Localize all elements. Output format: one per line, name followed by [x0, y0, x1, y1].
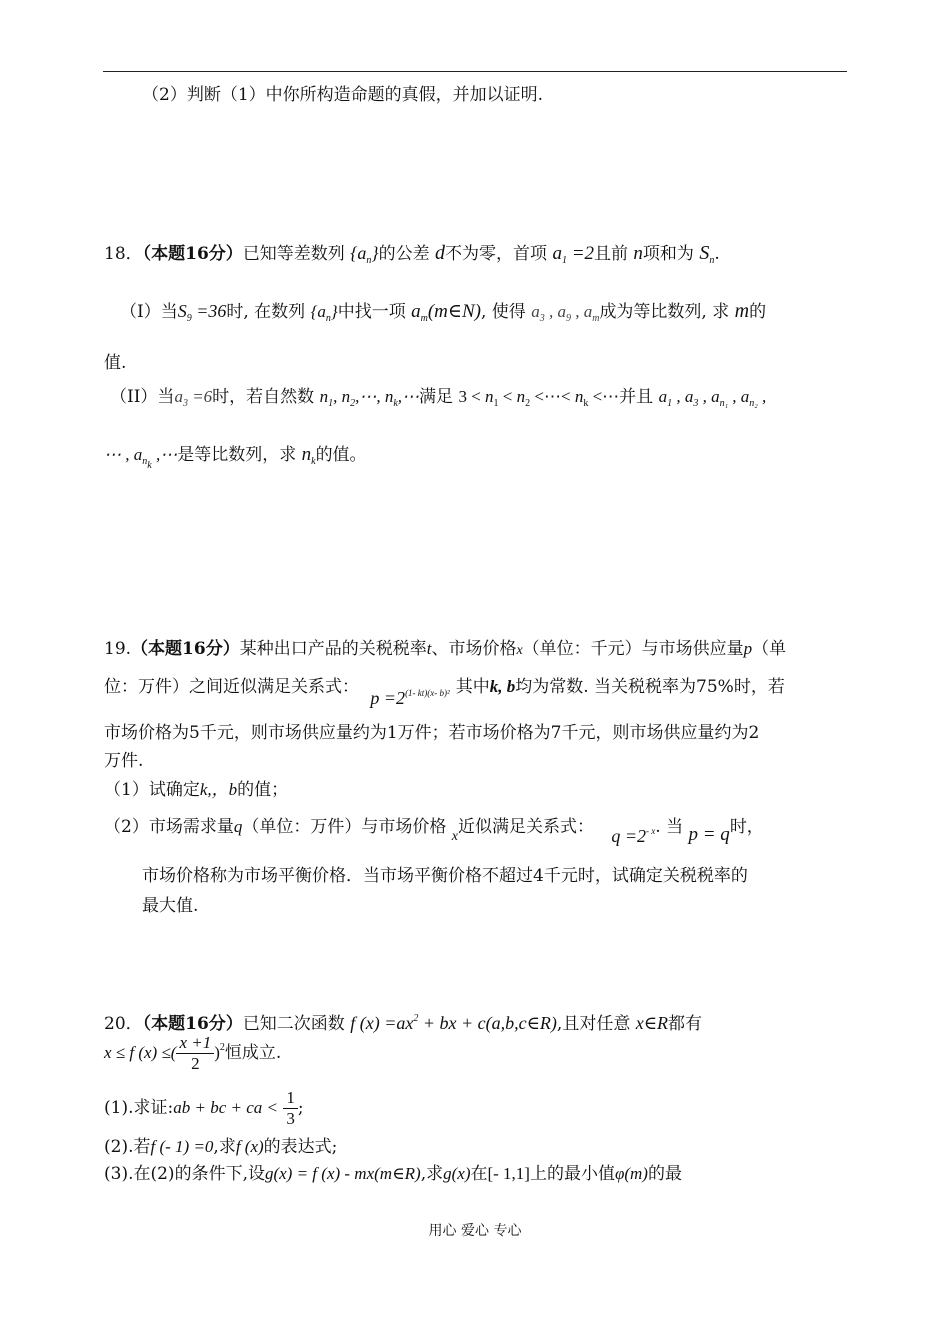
q18-part-i-cont: 值.: [104, 353, 127, 373]
header-rule: [103, 71, 847, 72]
fraction: $\frac{1}{3}$: [283, 1088, 298, 1129]
q20-part2: (2).若f (- 1) =0,求f (x)的表达式;: [104, 1137, 338, 1157]
q18-stem: 18．（本题16分）已知等差数列 $\{a_n\}$的公差 d不为零，首项 $a_1 =2$且前 n项和为 $S_n$.: [104, 242, 720, 266]
q20-line2: x ≤ f (x) ≤( $\frac{x +1}{2}$ )$^2$恒成立.: [104, 1033, 282, 1073]
q17-part2: （2）判断（1）中你所构造命题的真假，并加以证明.: [142, 85, 544, 105]
q18-part-i: （I）当$S_9 =36$时, 在数列 $\{a_n\}$中找一项 $a_m(m\in N)$, 使得 $a_3$ , $a_9$ , $a_m$成为等比数列, 求 m的: [120, 300, 767, 324]
q20-line1: 20．（本题16分）已知二次函数 f $(x) =ax^2$ + bx + c(a,b,c∈R),且对任意 x∈R都有: [104, 1013, 703, 1034]
q19-line1: 19.（本题16分）某种出口产品的关税税率t、市场价格x（单位：千元）与市场供应量p（单: [104, 639, 787, 659]
q18-part-ii: （II）当$a_3 =6$时，若自然数 $n_1$, $n_2,\cdots$, $n_k,\cdots$满足 $3 < n_1 < n_2$ <⋯< $n_k$ <⋯并且 $a_1$ , $a_3$ , $a_{n_1}$ , $a_{n_2}$ ,: [110, 387, 767, 409]
q19-part1: （1）试确定k,，b的值；: [104, 780, 289, 800]
page-footer: 用心 爱心 专心: [428, 1223, 522, 1239]
q18-part-ii-cont: ⋯ , $a_{n_k}$ ,⋯是等比数列，求 $n_k$的值。: [104, 444, 367, 471]
q20-part3: (3).在(2)的条件下,设g(x) = f (x) - mx(m∈R),求g(x)在[- 1,1]上的最小值φ(m)的最: [104, 1164, 682, 1184]
q19-line4: 万件.: [104, 751, 144, 771]
q19-line2: 位：万件）之间近似满足关系式： $p =2^{(1- kt)(x- b)^2}$ 其中k, b均为常数. 当关税税率为75%时，若: [104, 677, 785, 708]
q19-part2-cont1: 市场价格称为市场平衡价格．当市场平衡价格不超过4千元时，试确定关税税率的: [142, 866, 748, 886]
q19-part2: （2）市场需求量q（单位：万件）与市场价格 $_x$近似满足关系式： $q =2^{- x}$. 当 p = q时，: [104, 817, 764, 846]
q20-part1: (1).求证:ab + bc + ca < $\frac{1}{3}$ ;: [104, 1088, 304, 1128]
q19-line3: 市场价格为5千元，则市场供应量约为1万件；若市场价格为7千元，则市场供应量约为2: [104, 723, 760, 743]
q19-part2-cont2: 最大值.: [142, 896, 199, 916]
fraction: $\frac{x +1}{2}$: [176, 1033, 214, 1074]
